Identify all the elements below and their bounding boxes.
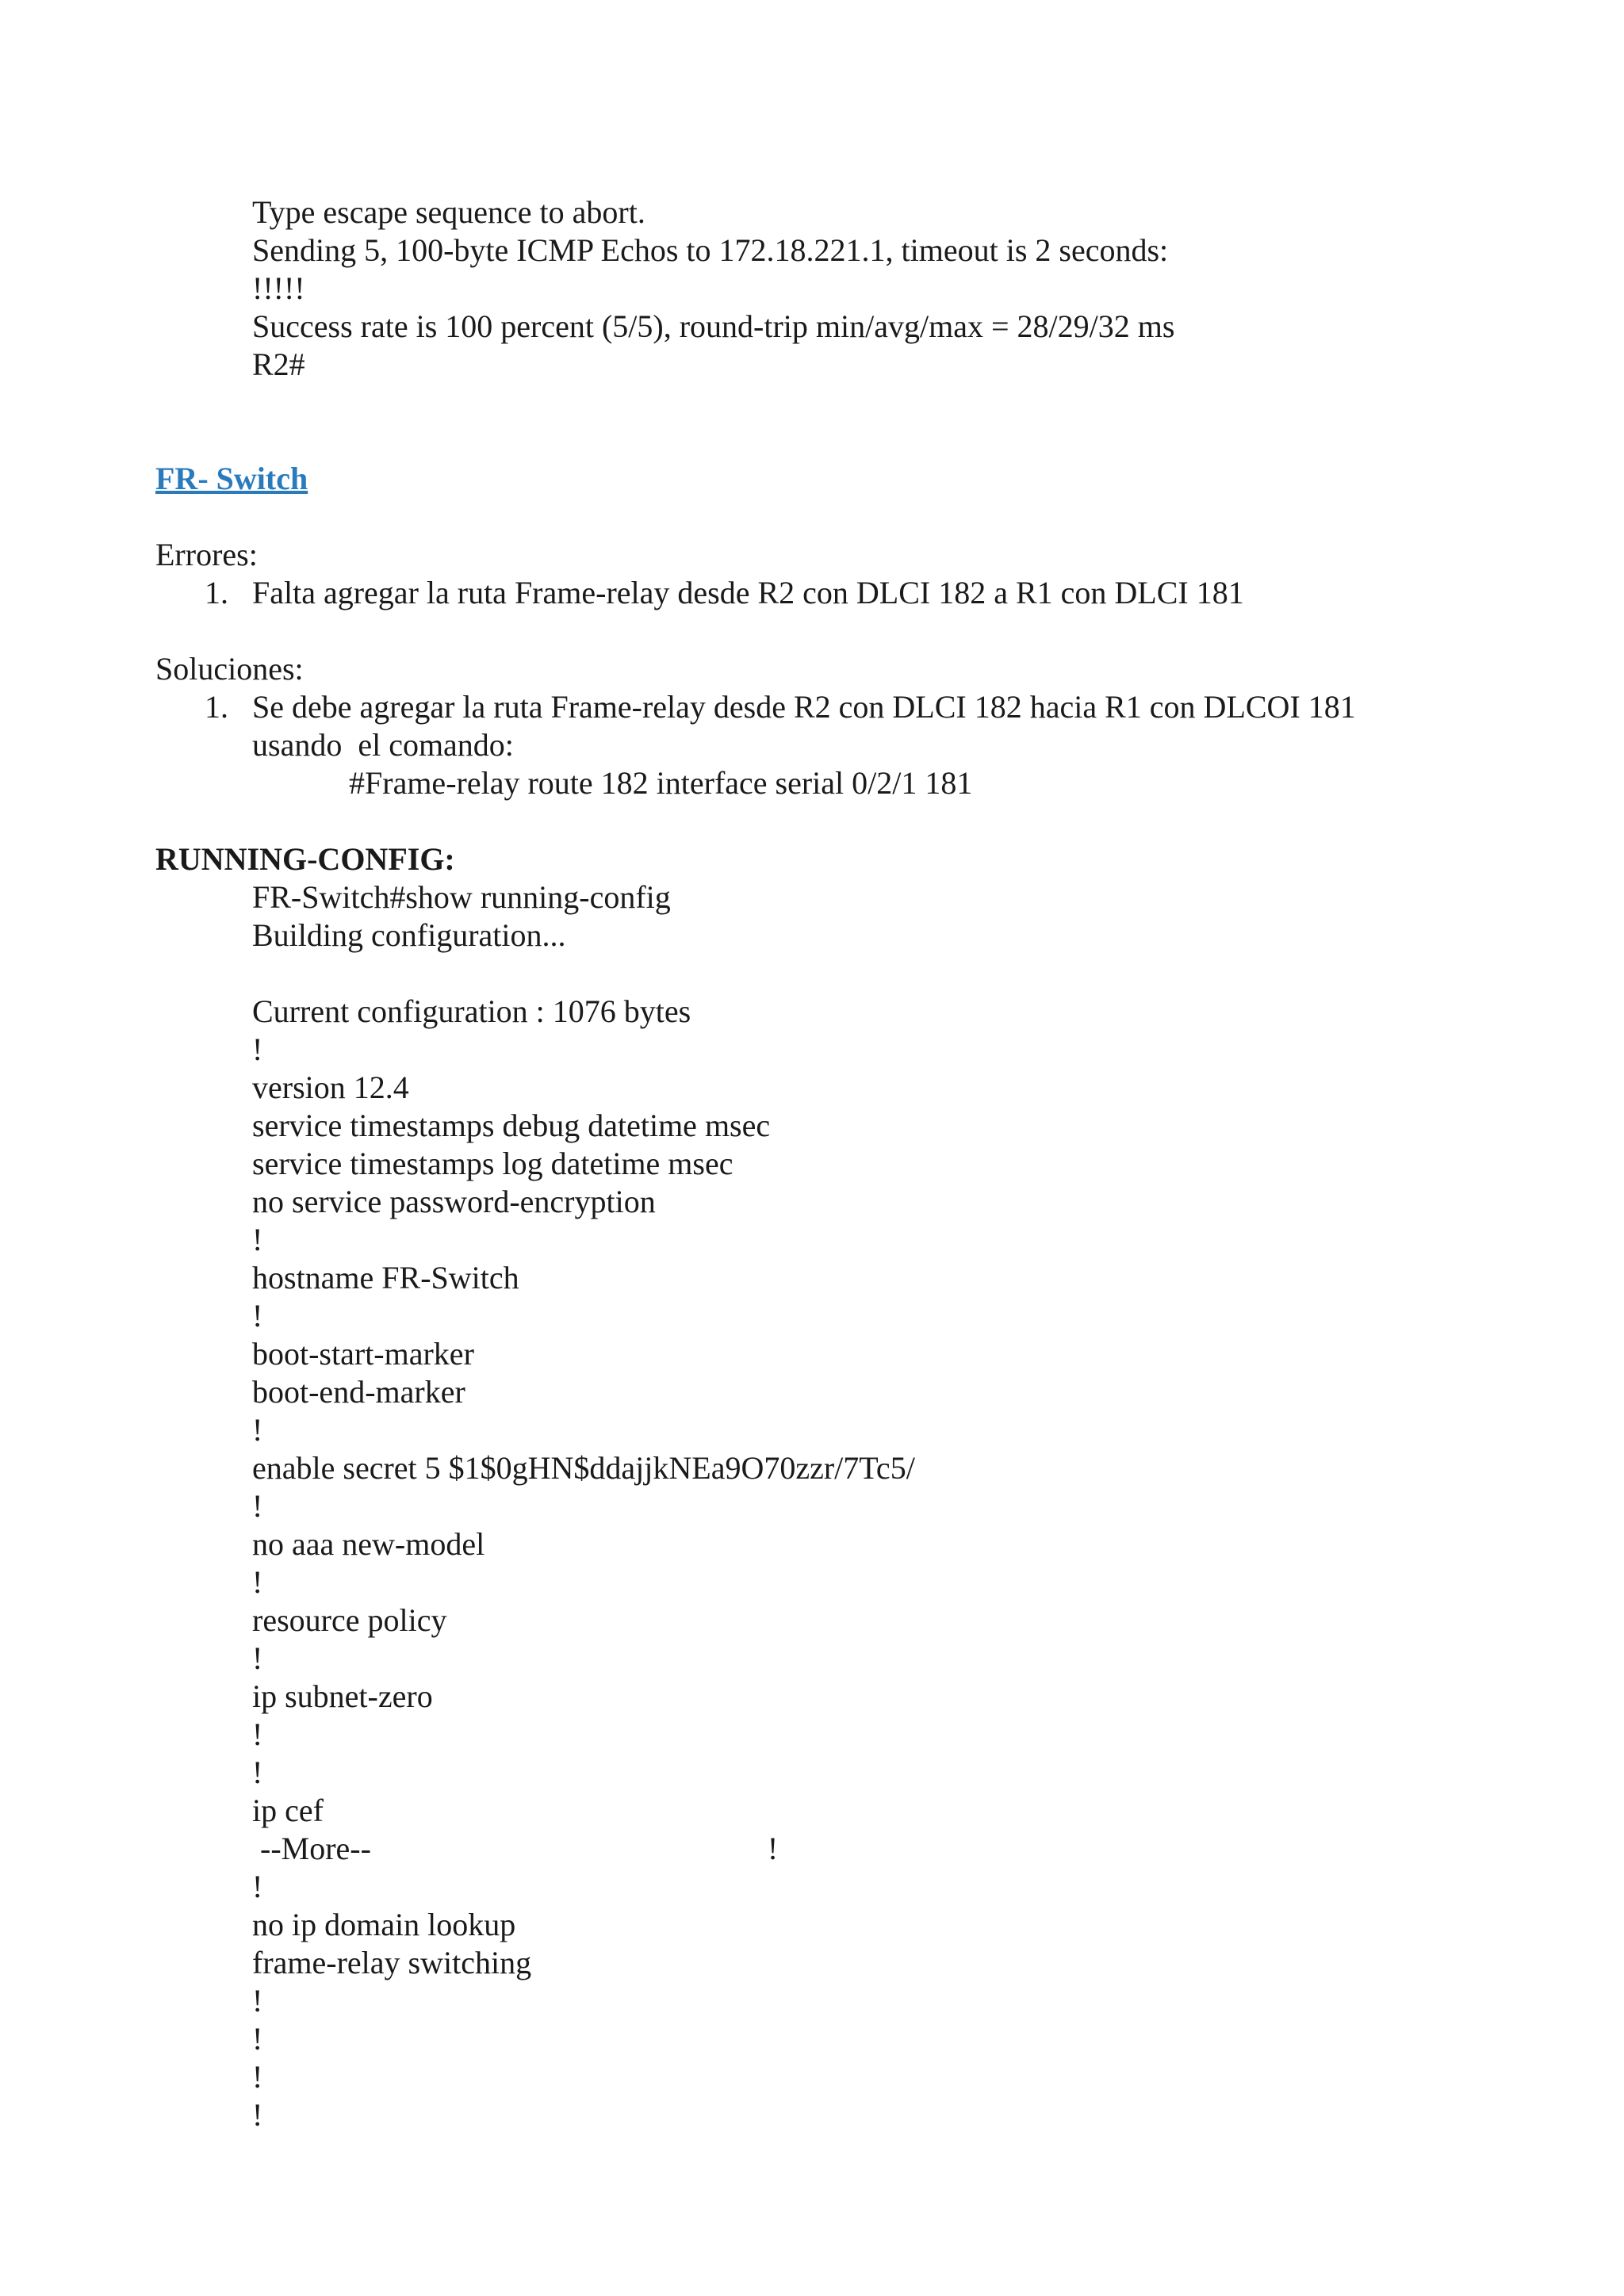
- config-line: !: [252, 2097, 263, 2133]
- config-line: enable secret 5 $1$0gHN$ddajjkNEa9O70zzr/7Tc5/: [252, 1450, 915, 1486]
- config-line: !: [252, 1298, 263, 1334]
- config-line: !: [252, 1640, 263, 1676]
- soluciones-item-number: 1.: [205, 689, 228, 725]
- config-line: boot-start-marker: [252, 1336, 474, 1372]
- config-line: boot-end-marker: [252, 1374, 465, 1410]
- config-line: !: [252, 1983, 263, 2019]
- config-line: !: [252, 1488, 263, 1524]
- config-line-more: --More-- !: [252, 1831, 779, 1866]
- config-line: ip subnet-zero: [252, 1678, 433, 1714]
- config-line: no aaa new-model: [252, 1526, 485, 1562]
- config-line: version 12.4: [252, 1070, 409, 1105]
- config-line: hostname FR-Switch: [252, 1260, 519, 1295]
- errores-label: Errores:: [155, 537, 258, 572]
- config-line: !: [252, 2021, 263, 2057]
- ping-line: Sending 5, 100-byte ICMP Echos to 172.18.221.1, timeout is 2 seconds:: [252, 232, 1169, 268]
- config-line: !: [252, 1716, 263, 1752]
- errores-item-number: 1.: [205, 575, 228, 610]
- config-line: service timestamps debug datetime msec: [252, 1108, 771, 1143]
- config-line: ip cef: [252, 1793, 324, 1828]
- soluciones-item-continuation: usando el comando:: [252, 727, 514, 763]
- soluciones-item-text: Se debe agregar la ruta Frame-relay desde R2 con DLCI 182 hacia R1 con DLCOI 181: [252, 689, 1356, 725]
- running-config-label: RUNNING-CONFIG:: [155, 841, 455, 877]
- config-line: Building configuration...: [252, 917, 566, 953]
- config-line: !: [252, 1222, 263, 1257]
- ping-line: Success rate is 100 percent (5/5), round-trip min/avg/max = 28/29/32 ms: [252, 308, 1175, 344]
- config-line: !: [252, 1412, 263, 1448]
- config-line: !: [252, 1755, 263, 1790]
- config-line: !: [252, 1869, 263, 1904]
- config-line: Current configuration : 1076 bytes: [252, 993, 691, 1029]
- ping-line: R2#: [252, 346, 305, 382]
- config-line: !: [252, 2059, 263, 2095]
- config-line: !: [252, 1031, 263, 1067]
- config-line: no ip domain lookup: [252, 1907, 516, 1942]
- soluciones-command: #Frame-relay route 182 interface serial 0/2/1 181: [349, 765, 973, 801]
- config-line: !: [252, 1564, 263, 1600]
- config-line: frame-relay switching: [252, 1945, 532, 1980]
- section-title-link[interactable]: FR- Switch: [155, 461, 308, 496]
- config-line: FR-Switch#show running-config: [252, 879, 671, 915]
- errores-item-text: Falta agregar la ruta Frame-relay desde R2 con DLCI 182 a R1 con DLCI 181: [252, 575, 1244, 610]
- config-line: no service password-encryption: [252, 1184, 656, 1219]
- ping-line: !!!!!: [252, 270, 305, 306]
- ping-line: Type escape sequence to abort.: [252, 194, 645, 230]
- config-line: resource policy: [252, 1602, 447, 1638]
- config-line: service timestamps log datetime msec: [252, 1146, 733, 1181]
- soluciones-label: Soluciones:: [155, 651, 304, 687]
